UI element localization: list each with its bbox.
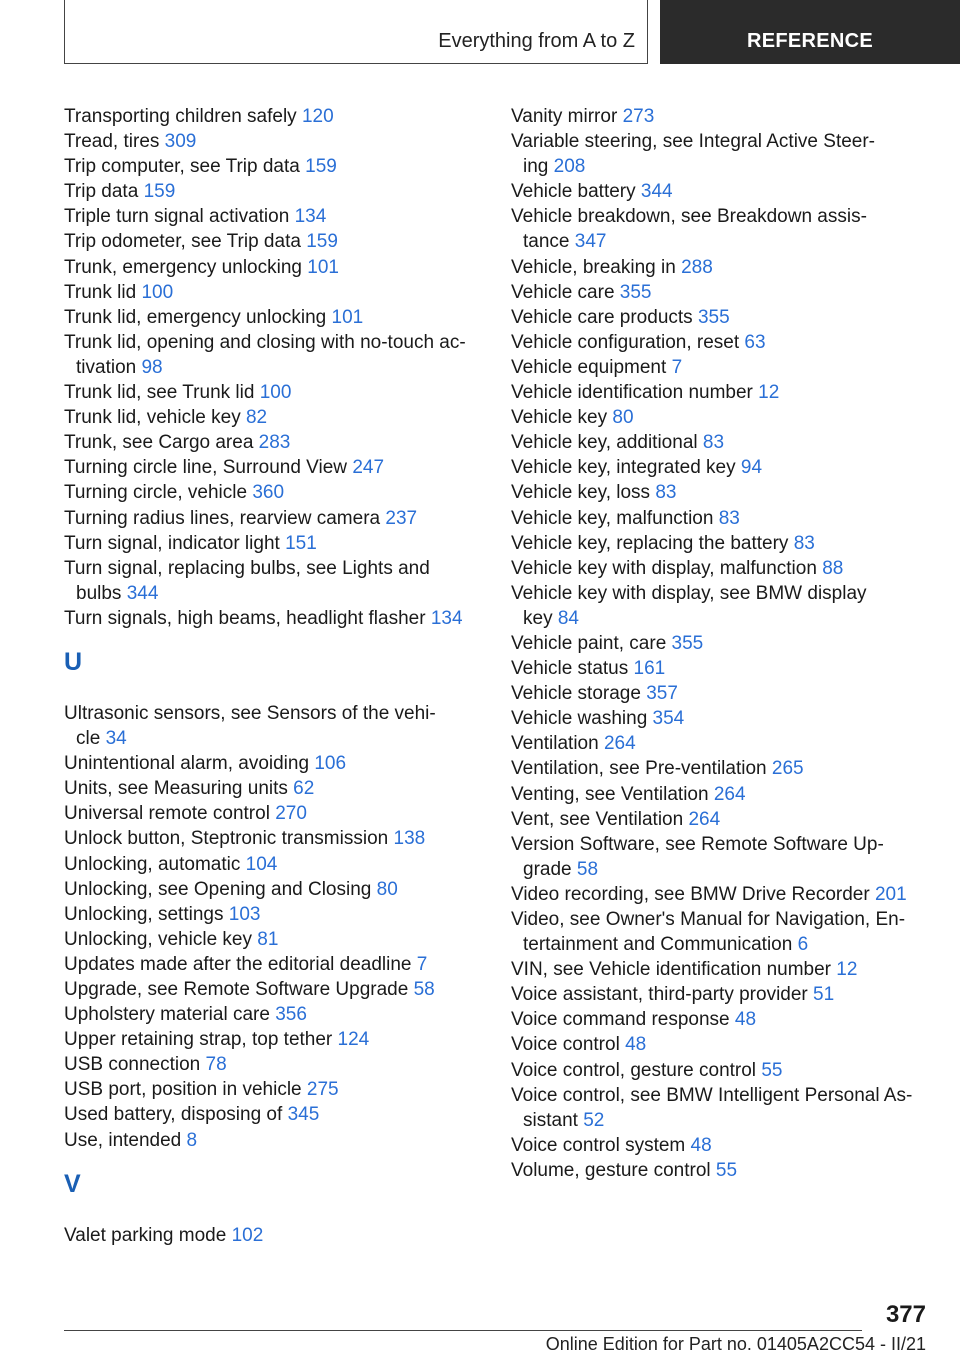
index-entry bbox=[64, 380, 484, 405]
index-entry bbox=[511, 807, 931, 832]
index-entry-text: Upholstery material care bbox=[64, 1004, 270, 1026]
page-reference-link[interactable]: 48 bbox=[734, 1009, 757, 1031]
page-reference-link[interactable]: 83 bbox=[718, 507, 740, 529]
page-reference-link[interactable]: 80 bbox=[612, 407, 634, 429]
page-reference-link[interactable]: 48 bbox=[690, 1134, 712, 1156]
page-reference-link[interactable]: 48 bbox=[625, 1034, 647, 1056]
index-entry-text: Ventilation, see Pre-ventilation bbox=[511, 758, 767, 780]
index-entry-text: Unlocking, automatic bbox=[64, 853, 241, 875]
index-entry bbox=[511, 656, 931, 681]
index-entry-text: Vent, see Ventilation bbox=[511, 808, 684, 830]
index-entry bbox=[64, 1077, 484, 1102]
page-reference-link[interactable]: 264 bbox=[603, 733, 636, 755]
index-entry-text: tance bbox=[523, 231, 570, 253]
index-entry bbox=[64, 330, 484, 380]
index-entry-text: Trip data bbox=[64, 181, 139, 203]
index-entry-text: Vehicle care products bbox=[511, 306, 693, 328]
index-entry-text: Trunk lid bbox=[64, 281, 137, 303]
page-reference-link[interactable]: 355 bbox=[697, 306, 730, 328]
page-reference-link[interactable]: 270 bbox=[275, 803, 307, 825]
index-entry-text: Voice assistant, third-party provider bbox=[511, 984, 808, 1006]
page-reference-link[interactable]: 12 bbox=[836, 959, 858, 981]
index-entry bbox=[511, 255, 931, 280]
index-entry-text: Vehicle equipment bbox=[511, 356, 667, 378]
index-entry bbox=[64, 229, 484, 254]
index-entry bbox=[511, 204, 931, 254]
index-entry bbox=[64, 776, 484, 801]
index-entry bbox=[511, 631, 931, 656]
index-entry-text: Unlocking, see Opening and Closing bbox=[64, 878, 372, 900]
page-reference-link[interactable]: 344 bbox=[640, 181, 673, 203]
index-entry-text: Trunk lid, opening and closing with no-touch ac- bbox=[64, 331, 466, 353]
index-entry-text: Unlocking, vehicle key bbox=[64, 928, 252, 950]
index-entry-text: Turn signal, replacing bulbs, see Lights and bbox=[64, 557, 430, 579]
header-tag-box bbox=[660, 0, 960, 64]
index-entry bbox=[511, 380, 931, 405]
index-entry bbox=[64, 480, 484, 505]
index-entry-text: Vehicle battery bbox=[511, 181, 636, 203]
header-tag: REFERENCE bbox=[746, 30, 874, 52]
index-entry bbox=[511, 280, 931, 305]
index-entry bbox=[64, 952, 484, 977]
page-reference-link[interactable]: 354 bbox=[652, 708, 685, 730]
index-entry bbox=[511, 330, 931, 355]
index-entry-text: Trunk lid, see Trunk lid bbox=[64, 382, 255, 404]
index-entry bbox=[64, 877, 484, 902]
index-entry-text: VIN, see Vehicle identification number bbox=[511, 959, 832, 981]
index-entry bbox=[64, 204, 484, 229]
index-entry bbox=[64, 305, 484, 330]
page-reference-link[interactable]: 81 bbox=[257, 928, 279, 950]
index-entry bbox=[511, 1032, 931, 1057]
index-entry bbox=[64, 826, 484, 851]
index-entry-text: Vehicle breakdown, see Breakdown assis- bbox=[511, 206, 867, 228]
index-entry bbox=[511, 1058, 931, 1083]
index-entry-text: sistant bbox=[523, 1109, 578, 1131]
page-reference-link[interactable]: 134 bbox=[430, 607, 463, 629]
page-reference-link[interactable]: 78 bbox=[205, 1054, 227, 1076]
page-reference-link[interactable]: 344 bbox=[126, 582, 159, 604]
index-entry bbox=[511, 355, 931, 380]
page-reference-link[interactable]: 134 bbox=[294, 206, 327, 228]
page-reference-link[interactable]: 106 bbox=[314, 753, 347, 775]
page-reference-link[interactable]: 345 bbox=[287, 1104, 320, 1126]
page-reference-link[interactable]: 103 bbox=[228, 903, 261, 925]
page-reference-link[interactable]: 55 bbox=[761, 1059, 783, 1081]
index-entry bbox=[64, 701, 484, 751]
page-reference-link[interactable]: 283 bbox=[258, 432, 291, 454]
index-entry-text: Vehicle key bbox=[511, 407, 608, 429]
page-reference-link[interactable]: 237 bbox=[385, 507, 418, 529]
index-entry-text: Vehicle washing bbox=[511, 708, 648, 730]
index-entry bbox=[64, 1128, 484, 1153]
index-entry-text: Vehicle storage bbox=[511, 683, 641, 705]
index-entry bbox=[511, 455, 931, 480]
page-reference-link[interactable]: 104 bbox=[245, 853, 278, 875]
index-entry bbox=[64, 430, 484, 455]
index-entry-text: tertainment and Communication bbox=[523, 934, 793, 956]
index-entry bbox=[64, 1102, 484, 1127]
index-entry bbox=[64, 927, 484, 952]
footer-divider bbox=[64, 1330, 862, 1331]
index-entry bbox=[511, 581, 931, 631]
page-reference-link[interactable]: 356 bbox=[275, 1004, 307, 1026]
page-reference-link[interactable]: 7 bbox=[671, 356, 683, 378]
index-entry bbox=[511, 1133, 931, 1158]
page-reference-link[interactable]: 58 bbox=[413, 979, 435, 1000]
page-reference-link[interactable]: 101 bbox=[331, 306, 364, 328]
page-reference-link[interactable]: 355 bbox=[619, 281, 652, 303]
index-entry-text: Turning circle, vehicle bbox=[64, 482, 248, 504]
index-entry-text: Volume, gesture control bbox=[511, 1159, 711, 1181]
index-entry-text: Voice command response bbox=[511, 1009, 730, 1031]
page-reference-link[interactable]: 101 bbox=[307, 256, 339, 278]
index-entry bbox=[511, 832, 931, 882]
index-entry bbox=[511, 531, 931, 556]
page-reference-link[interactable]: 247 bbox=[352, 457, 385, 479]
index-entry bbox=[64, 154, 484, 179]
page-reference-link[interactable]: 102 bbox=[231, 1224, 264, 1246]
page-reference-link[interactable]: 82 bbox=[245, 407, 268, 429]
page-reference-link[interactable]: 83 bbox=[655, 482, 677, 504]
index-entry bbox=[64, 556, 484, 606]
index-entry-text: Upgrade, see Remote Software Upgrade bbox=[64, 979, 409, 1000]
index-entry-text: cle bbox=[76, 728, 101, 750]
index-entry-text: Vehicle key with display, see BMW display bbox=[511, 582, 867, 604]
index-entry bbox=[64, 179, 484, 204]
index-entry bbox=[511, 681, 931, 706]
index-entry-text: Vehicle paint, care bbox=[511, 632, 667, 654]
index-entry-text: Tread, tires bbox=[64, 131, 160, 153]
page-reference-link[interactable]: 58 bbox=[576, 858, 599, 880]
page-reference-link[interactable]: 52 bbox=[583, 1109, 605, 1131]
page-reference-link[interactable]: 80 bbox=[376, 878, 398, 900]
index-entry-text: Vanity mirror bbox=[511, 106, 618, 127]
index-entry-text: Valet parking mode bbox=[64, 1224, 227, 1246]
index-entry bbox=[64, 455, 484, 480]
index-entry-text: Vehicle identification number bbox=[511, 382, 753, 404]
index-entry bbox=[511, 1007, 931, 1032]
page-reference-link[interactable]: 7 bbox=[416, 953, 428, 975]
index-entry bbox=[511, 907, 931, 957]
index-entry-text: Upper retaining strap, top tether bbox=[64, 1029, 333, 1051]
index-entry-text: USB port, position in vehicle bbox=[64, 1079, 302, 1101]
index-entry-text: Unlock button, Steptronic transmission bbox=[64, 828, 389, 850]
index-entry-text: Voice control bbox=[511, 1034, 620, 1056]
index-entry bbox=[511, 1158, 931, 1183]
index-entry bbox=[64, 531, 484, 556]
page-reference-link[interactable]: 360 bbox=[252, 482, 285, 504]
index-entry bbox=[511, 957, 931, 982]
page-reference-link[interactable]: 12 bbox=[758, 382, 780, 404]
index-letter-heading: V bbox=[64, 1169, 81, 1198]
index-entry bbox=[64, 977, 484, 1002]
index-entry bbox=[64, 852, 484, 877]
page-reference-link[interactable]: 100 bbox=[141, 281, 174, 303]
index-entry-text: Transporting children safely bbox=[64, 106, 297, 127]
page-reference-link[interactable]: 100 bbox=[259, 382, 292, 404]
index-entry bbox=[64, 1002, 484, 1027]
page-reference-link[interactable]: 98 bbox=[141, 356, 163, 378]
index-entry-text: Ultrasonic sensors, see Sensors of the vehi- bbox=[64, 702, 436, 724]
index-entry-text: Trunk lid, vehicle key bbox=[64, 407, 241, 429]
page-reference-link[interactable]: 6 bbox=[797, 934, 809, 956]
page-reference-link[interactable]: 355 bbox=[671, 632, 704, 654]
index-entry-text: Updates made after the editorial deadline bbox=[64, 953, 412, 975]
index-entry-text: Variable steering, see Integral Active Steer- bbox=[511, 131, 876, 153]
page-reference-link[interactable]: 83 bbox=[702, 432, 725, 454]
page-reference-link[interactable]: 159 bbox=[143, 181, 176, 203]
index-entry bbox=[511, 782, 931, 807]
index-entry bbox=[511, 706, 931, 731]
index-entry bbox=[511, 506, 931, 531]
index-letter-heading: U bbox=[64, 647, 83, 676]
index-entry bbox=[511, 556, 931, 581]
page-reference-link[interactable]: 208 bbox=[553, 156, 586, 178]
index-entry-text: Trip odometer, see Trip data bbox=[64, 231, 301, 253]
page-reference-link[interactable]: 34 bbox=[105, 728, 127, 750]
index-entry bbox=[511, 129, 931, 179]
index-entry-text: Trunk lid, emergency unlocking bbox=[64, 306, 327, 328]
page-reference-link[interactable]: 120 bbox=[301, 106, 334, 127]
header-section-box bbox=[64, 0, 648, 64]
page-reference-link[interactable]: 309 bbox=[164, 131, 197, 153]
index-entry-text: tivation bbox=[76, 356, 137, 378]
page-reference-link[interactable]: 357 bbox=[646, 683, 678, 705]
index-entry-text: Vehicle care bbox=[511, 281, 615, 303]
index-entry bbox=[511, 305, 931, 330]
index-entry-text: Trip computer, see Trip data bbox=[64, 156, 300, 178]
index-entry bbox=[64, 751, 484, 776]
index-entry-text: key bbox=[523, 607, 553, 629]
index-entry-text: USB connection bbox=[64, 1054, 201, 1076]
index-entry-text: Vehicle, breaking in bbox=[511, 256, 676, 278]
header-section-title: Everything from A to Z bbox=[438, 30, 635, 52]
index-entry-text: Venting, see Ventilation bbox=[511, 783, 709, 805]
index-entry bbox=[64, 606, 484, 631]
index-entry bbox=[511, 179, 931, 204]
index-entry-text: Ventilation bbox=[511, 733, 599, 755]
page-reference-link[interactable]: 94 bbox=[740, 457, 763, 479]
page-reference-link[interactable]: 159 bbox=[305, 156, 337, 178]
index-entry-text: Unlocking, settings bbox=[64, 903, 224, 925]
index-entry bbox=[64, 1052, 484, 1077]
index-entry bbox=[64, 1223, 484, 1248]
index-entry bbox=[511, 405, 931, 430]
index-entry-text: Used battery, disposing of bbox=[64, 1104, 283, 1126]
page-reference-link[interactable]: 265 bbox=[771, 758, 804, 780]
index-entry bbox=[511, 480, 931, 505]
page-reference-link[interactable]: 138 bbox=[393, 828, 426, 850]
index-entry-text: Vehicle key, integrated key bbox=[511, 457, 736, 479]
index-entry-text: Vehicle key, additional bbox=[511, 432, 698, 454]
page-reference-link[interactable]: 273 bbox=[622, 106, 655, 127]
index-entry bbox=[64, 1027, 484, 1052]
index-entry-text: ing bbox=[523, 156, 549, 178]
page-reference-link[interactable]: 275 bbox=[306, 1079, 339, 1101]
index-entry-text: Units, see Measuring units bbox=[64, 778, 288, 800]
index-entry-text: Unintentional alarm, avoiding bbox=[64, 753, 310, 775]
page-reference-link[interactable]: 124 bbox=[337, 1029, 370, 1051]
index-entry-text: Triple turn signal activation bbox=[64, 206, 290, 228]
index-entry bbox=[64, 405, 484, 430]
index-entry-text: Voice control system bbox=[511, 1134, 686, 1156]
index-entry-text: Vehicle key, replacing the battery bbox=[511, 532, 789, 554]
index-entry-text: Vehicle key, loss bbox=[511, 482, 651, 504]
page-reference-link[interactable]: 63 bbox=[744, 331, 766, 353]
index-entry-text: Video, see Owner's Manual for Navigation, En- bbox=[511, 909, 906, 930]
page-reference-link[interactable]: 288 bbox=[681, 256, 713, 278]
index-entry-text: Video recording, see BMW Drive Recorder bbox=[511, 883, 870, 905]
page-reference-link[interactable]: 51 bbox=[813, 984, 835, 1006]
page-reference-link[interactable]: 88 bbox=[822, 557, 844, 579]
page-reference-link[interactable]: 83 bbox=[793, 532, 815, 554]
page-reference-link[interactable]: 347 bbox=[574, 231, 607, 253]
page-reference-link[interactable]: 201 bbox=[874, 883, 907, 905]
index-entry-text: Vehicle key with display, malfunction bbox=[511, 557, 817, 579]
index-entry-text: Trunk, emergency unlocking bbox=[64, 256, 302, 278]
index-entry bbox=[64, 255, 484, 280]
index-entry-text: Turning circle line, Surround View bbox=[64, 457, 348, 479]
index-entry-text: Voice control, see BMW Intelligent Personal As- bbox=[511, 1084, 913, 1106]
index-entry-text: Turn signals, high beams, headlight flasher bbox=[64, 607, 426, 629]
index-entry bbox=[64, 801, 484, 826]
index-entry bbox=[511, 1083, 931, 1133]
page-reference-link[interactable]: 264 bbox=[688, 808, 721, 830]
index-entry-text: bulbs bbox=[76, 582, 122, 604]
index-entry bbox=[64, 902, 484, 927]
page-reference-link[interactable]: 55 bbox=[715, 1159, 738, 1181]
footer-edition: Online Edition for Part no. 01405A2CC54 - II/21 bbox=[545, 1334, 926, 1354]
page-number: 377 bbox=[885, 1301, 926, 1328]
page-reference-link[interactable]: 62 bbox=[293, 778, 315, 800]
index-entry bbox=[64, 506, 484, 531]
index-entry-text: Vehicle configuration, reset bbox=[511, 331, 740, 353]
index-column-left bbox=[64, 104, 484, 1248]
index-entry-text: Version Software, see Remote Software Up- bbox=[511, 833, 884, 855]
index-entry-text: Use, intended bbox=[64, 1129, 182, 1151]
index-entry-text: Turn signal, indicator light bbox=[64, 532, 280, 554]
index-entry bbox=[511, 982, 931, 1007]
index-entry bbox=[64, 129, 484, 154]
index-entry-text: grade bbox=[523, 858, 572, 880]
index-entry bbox=[511, 731, 931, 756]
index-column-right bbox=[511, 104, 931, 1183]
page-reference-link[interactable]: 151 bbox=[285, 532, 317, 554]
page-reference-link[interactable]: 8 bbox=[186, 1129, 198, 1151]
index-entry-text: Turning radius lines, rearview camera bbox=[64, 507, 381, 529]
index-entry bbox=[511, 430, 931, 455]
page-reference-link[interactable]: 161 bbox=[633, 658, 666, 680]
page-reference-link[interactable]: 264 bbox=[713, 783, 746, 805]
index-entry bbox=[511, 882, 931, 907]
index-entry-text: Trunk, see Cargo area bbox=[64, 432, 254, 454]
index-entry-text: Voice control, gesture control bbox=[511, 1059, 757, 1081]
index-entry-text: Vehicle status bbox=[511, 658, 629, 680]
index-entry bbox=[511, 104, 931, 129]
index-entry bbox=[511, 756, 931, 781]
page-reference-link[interactable]: 159 bbox=[306, 231, 338, 253]
page-reference-link[interactable]: 84 bbox=[557, 607, 579, 629]
index-entry-text: Universal remote control bbox=[64, 803, 270, 825]
index-entry bbox=[64, 104, 484, 129]
index-entry bbox=[64, 280, 484, 305]
index-entry-text: Vehicle key, malfunction bbox=[511, 507, 714, 529]
